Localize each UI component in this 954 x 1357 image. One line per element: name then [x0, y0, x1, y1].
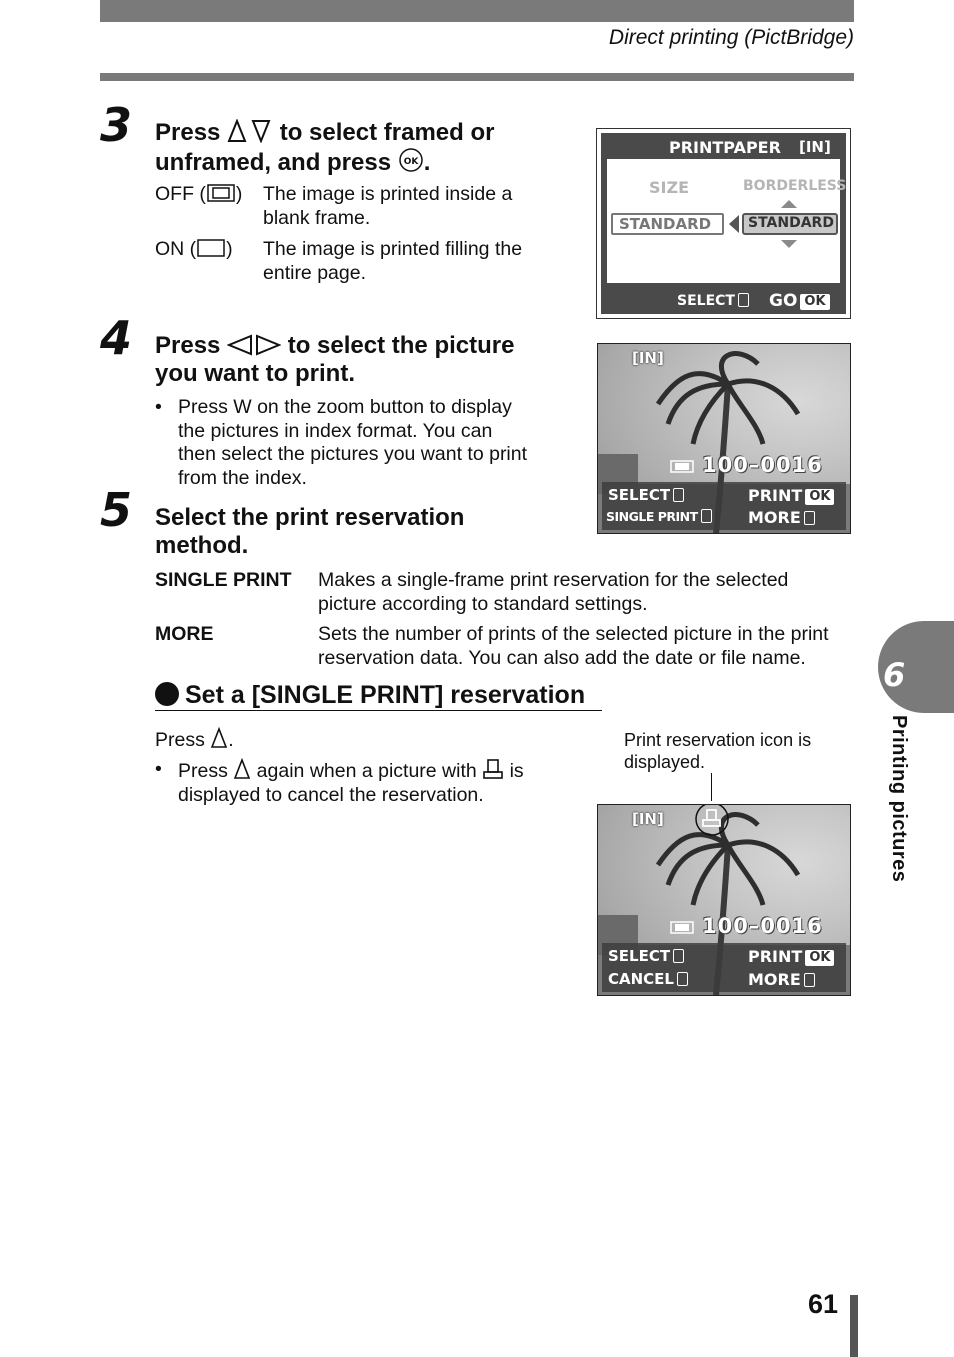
- file-icon: [670, 921, 694, 934]
- print-hint: [748, 947, 834, 966]
- off-label-text: OFF (: [155, 183, 206, 205]
- step3-title: [155, 119, 575, 177]
- off-label-text: ): [235, 183, 243, 205]
- reserved-picture-screen: [597, 804, 851, 996]
- term-single-print: SINGLE PRINT: [155, 569, 292, 591]
- more-hint: [748, 970, 815, 989]
- on-label-text: ON (: [155, 238, 197, 260]
- up-arrow-icon: [233, 758, 251, 780]
- chapter-number: 6: [883, 656, 906, 694]
- on-desc-line: entire page.: [263, 261, 366, 284]
- print-hint: [748, 486, 834, 505]
- step4-title: [155, 332, 575, 388]
- single-print-desc-line: Makes a single-frame print reservation for the selected: [318, 569, 789, 591]
- select-hint: [608, 486, 684, 504]
- borderless-column: BORDERLESS: [743, 178, 847, 194]
- step4-title-part: Press: [155, 332, 228, 359]
- up-down-arrow-icon: [227, 119, 273, 143]
- up-icon: [701, 509, 712, 523]
- picture-screen: [597, 343, 851, 534]
- press-up-instruction: [155, 727, 234, 753]
- select-hint: [677, 293, 749, 309]
- step4-title-part: you want to print.: [155, 360, 355, 387]
- callout-line: Print reservation icon is: [624, 730, 812, 750]
- cancel-text: CANCEL: [608, 970, 674, 988]
- print-hint-text: PRINT: [748, 947, 803, 966]
- file-number: 100–0016: [702, 453, 823, 477]
- section-bullet-text: again when a picture with: [251, 760, 483, 782]
- step3-title-part: .: [423, 149, 431, 176]
- step-number-5: 5: [100, 483, 133, 537]
- down-icon: [804, 511, 815, 525]
- unframed-icon: [196, 238, 226, 258]
- off-label: [155, 183, 242, 207]
- left-right-arrow-icon: [227, 334, 281, 356]
- step-number-4: 4: [100, 311, 133, 365]
- ok-button-icon: [398, 147, 424, 173]
- ok-badge: OK: [805, 489, 834, 505]
- section-bullet-text: Press: [178, 760, 234, 782]
- arrow-down-icon: [781, 240, 797, 248]
- memory-indicator: [IN]: [632, 349, 664, 367]
- step4-bullet-line: from the index.: [178, 466, 307, 489]
- arrow-left-icon: [729, 215, 739, 233]
- left-right-icon: [673, 488, 684, 502]
- section-bullet-text: displayed to cancel the reservation.: [178, 783, 484, 806]
- more-desc-line: reservation data. You can also add the date or file name.: [318, 646, 806, 669]
- step4-bullet-line: the pictures in index format. You can: [178, 419, 493, 442]
- chapter-label: Printing pictures: [888, 715, 910, 883]
- header-bar-top: [100, 0, 854, 22]
- file-icon: [670, 460, 694, 473]
- page-number: 61: [808, 1289, 839, 1319]
- step3-title-part: to select framed or: [273, 119, 495, 146]
- step4-bullet-marker: •: [155, 396, 162, 418]
- borderless-value: STANDARD: [748, 215, 834, 231]
- step4-title-part: to select the picture: [281, 332, 515, 359]
- down-icon: [804, 973, 815, 987]
- more-desc-line: Sets the number of prints of the selected picture in the print: [318, 623, 829, 645]
- memory-indicator: [IN]: [799, 138, 831, 156]
- select-hint: [608, 947, 684, 965]
- file-number: 100–0016: [702, 914, 823, 938]
- page-number-bar: [850, 1295, 858, 1357]
- step5-title: [155, 504, 575, 560]
- section-bullet-marker: •: [155, 758, 162, 780]
- ok-badge: OK: [805, 950, 834, 966]
- more-text: MORE: [748, 508, 801, 527]
- callout-line: displayed.: [624, 752, 706, 772]
- callout-leader-line: [711, 773, 712, 801]
- go-hint: [769, 291, 830, 311]
- go-text: GO: [769, 291, 798, 311]
- press-text: .: [228, 729, 234, 751]
- step-number-3: 3: [100, 98, 133, 152]
- step5-title-line: method.: [155, 532, 249, 559]
- up-icon: [677, 972, 688, 986]
- print-hint-text: PRINT: [748, 486, 803, 505]
- more-description: [318, 623, 858, 670]
- printpaper-screen: [596, 128, 851, 319]
- step3-title-part: Press: [155, 119, 228, 146]
- up-arrow-icon: [210, 727, 228, 749]
- single-print-text: SINGLE PRINT: [606, 509, 698, 524]
- header-title: Direct printing (PictBridge): [608, 26, 854, 49]
- single-print-desc-line: picture according to standard settings.: [318, 592, 648, 615]
- single-print-hint: [606, 509, 712, 524]
- svg-text:OK: OK: [403, 157, 419, 167]
- cancel-hint: [608, 970, 688, 988]
- section-bullet: [178, 758, 558, 807]
- section-heading: [155, 681, 602, 711]
- on-description: [263, 238, 522, 285]
- off-description: [263, 183, 512, 230]
- term-more: MORE: [155, 623, 214, 645]
- off-desc-line: blank frame.: [263, 206, 371, 229]
- print-reservation-indicator-icon: [693, 804, 731, 837]
- more-hint: [748, 508, 815, 527]
- ok-badge: OK: [800, 294, 829, 310]
- on-label: [155, 238, 233, 262]
- on-label-text: ): [226, 238, 233, 260]
- size-value: STANDARD: [619, 215, 712, 233]
- memory-indicator: [IN]: [632, 810, 664, 828]
- size-column: SIZE: [649, 178, 690, 197]
- section-bullet-text: is: [504, 760, 524, 782]
- left-right-icon: [673, 949, 684, 963]
- print-reservation-icon: [482, 758, 504, 780]
- step5-title-line: Select the print reservation: [155, 504, 465, 531]
- select-hint-text: SELECT: [608, 947, 671, 965]
- step3-title-part: unframed, and press: [155, 149, 398, 176]
- select-hint-text: SELECT: [677, 293, 735, 309]
- press-text: Press: [155, 729, 211, 751]
- step4-bullet: [178, 396, 558, 490]
- step4-bullet-line: then select the pictures you want to print: [178, 443, 528, 465]
- select-hint-text: SELECT: [608, 486, 671, 504]
- more-text: MORE: [748, 970, 801, 989]
- step4-bullet-line: Press W on the zoom button to display: [178, 396, 512, 418]
- single-print-description: [318, 569, 858, 616]
- header-bar-bottom: [100, 73, 854, 81]
- select-arrows-icon: [738, 293, 749, 307]
- section-heading-text: Set a [SINGLE PRINT] reservation: [185, 681, 586, 709]
- on-desc-line: The image is printed filling the: [263, 238, 523, 260]
- arrow-up-icon: [781, 200, 797, 208]
- callout-text: [624, 729, 811, 773]
- bullet-circle-icon: [155, 682, 179, 706]
- off-desc-line: The image is printed inside a: [263, 183, 513, 205]
- framed-icon: [206, 183, 236, 203]
- printpaper-title: PRINTPAPER: [669, 138, 781, 157]
